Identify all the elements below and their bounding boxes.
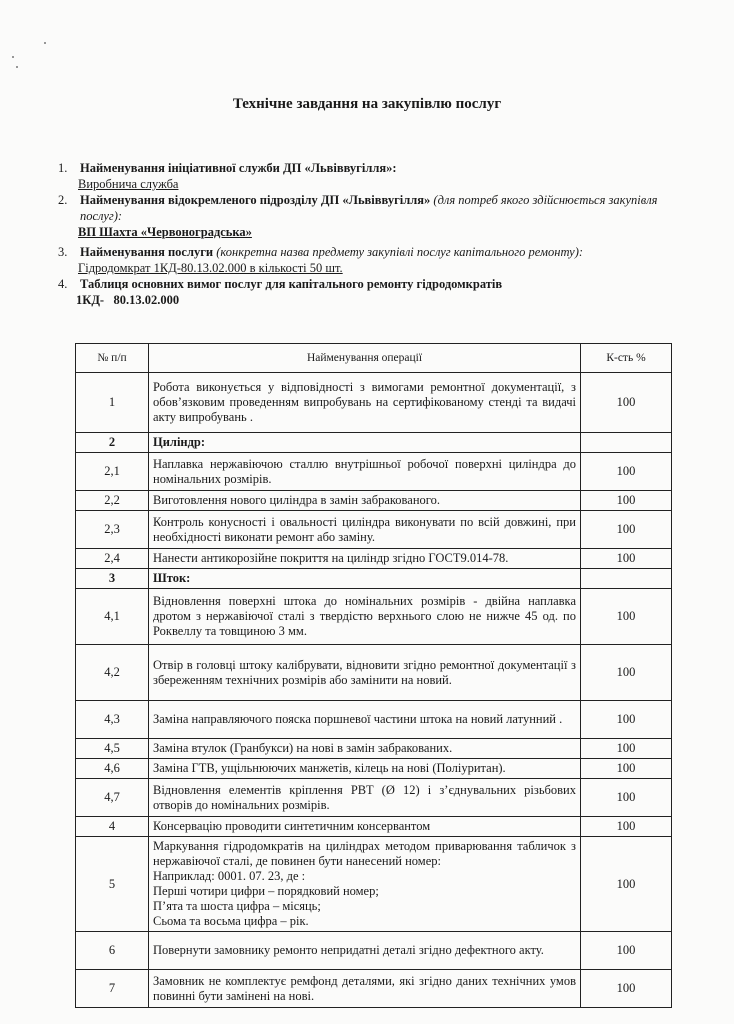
operation-name: Нанести антикорозійне покриття на циліндр згідно ГОСТ9.014-78. xyxy=(149,549,581,569)
section-title: Циліндр: xyxy=(149,433,581,453)
table-row xyxy=(76,817,672,837)
table-row xyxy=(76,373,672,433)
table-row xyxy=(76,759,672,779)
operation-percent: 100 xyxy=(581,779,672,817)
column-header-operation: Найменування операції xyxy=(149,344,581,373)
operation-percent: 100 xyxy=(581,817,672,837)
operation-percent xyxy=(581,433,672,453)
section-row xyxy=(76,569,672,589)
row-number: 2,1 xyxy=(76,453,149,491)
operation-name: Консервацію проводити синтетичним консервантом xyxy=(149,817,581,837)
table-row xyxy=(76,739,672,759)
row-number: 4,2 xyxy=(76,645,149,701)
operation-name: Відновлення елементів кріплення РВТ (Ø 12) і з’єднувальних різьбових отворів до номінальних розмірів. xyxy=(149,779,581,817)
row-number: 4,7 xyxy=(76,779,149,817)
list-note: (конкретна назва предмету закупівлі послуг капітального ремонту): xyxy=(216,245,584,259)
marking-line: Сьома та восьма цифра – рік. xyxy=(153,914,309,928)
list-number: 1. xyxy=(58,161,68,175)
scan-speck xyxy=(44,42,46,44)
list-item-1 xyxy=(58,160,678,176)
section-row xyxy=(76,433,672,453)
subdivision-value: ВП Шахта «Червоноградська» xyxy=(78,225,252,239)
scan-speck xyxy=(16,66,18,68)
list-heading: Найменування ініціативної служби ДП «Львіввугілля»: xyxy=(80,161,397,175)
list-number: 3. xyxy=(58,245,68,259)
operation-name: Контроль конусності і овальності циліндра виконувати по всій довжині, при необхідності виконати ремонт або заміну. xyxy=(149,511,581,549)
operation-name: Виготовлення нового циліндра в замін забракованого. xyxy=(149,491,581,511)
marking-line: Маркування гідродомкратів на циліндрах методом приварювання табличок з нержавіючої сталі, де повинен бути нанесений номер: xyxy=(153,839,576,868)
requirements-table xyxy=(75,343,672,1008)
operation-percent: 100 xyxy=(581,970,672,1008)
operation-percent: 100 xyxy=(581,373,672,433)
operation-name: Повернути замовнику ремонто непридатні деталі згідно дефектного акту. xyxy=(149,932,581,970)
list-item-2 xyxy=(58,192,678,224)
list-heading-continuation: 1КД- 80.13.02.000 xyxy=(76,293,180,307)
row-number: 2,4 xyxy=(76,549,149,569)
operation-name: Заміна ГТВ, ущільнюючих манжетів, кілець на нові (Поліуритан). xyxy=(149,759,581,779)
row-number: 2 xyxy=(76,433,149,453)
table-row xyxy=(76,589,672,645)
marking-line: Наприклад: 0001. 07. 23, де : xyxy=(153,869,306,883)
operation-name: Заміна втулок (Гранбукси) на нові в замін забракованих. xyxy=(149,739,581,759)
document-title: Технічне завдання на закупівлю послуг xyxy=(232,96,502,112)
list-heading: Найменування послуги xyxy=(80,245,214,259)
row-number: 4,5 xyxy=(76,739,149,759)
list-note: (для потреб якого здійснюється закупівля послуг): xyxy=(80,193,658,223)
operation-percent: 100 xyxy=(581,739,672,759)
row-number: 6 xyxy=(76,932,149,970)
operation-name: Робота виконується у відповідності з вимогами ремонтної документації, з обов’язковим проведенням випробувань на сертифікованому стенді та видачі акту випробувань . xyxy=(149,373,581,433)
scan-speck xyxy=(12,56,14,58)
operation-percent: 100 xyxy=(581,549,672,569)
operation-percent: 100 xyxy=(581,701,672,739)
list-heading: Таблиця основних вимог послуг для капітального ремонту гідродомкратів xyxy=(80,277,503,291)
column-header-percent: К-сть % xyxy=(581,344,672,373)
operation-name: Заміна направляючого пояска поршневої частини штока на новий латунний . xyxy=(149,701,581,739)
row-number: 7 xyxy=(76,970,149,1008)
row-number: 3 xyxy=(76,569,149,589)
table-row xyxy=(76,701,672,739)
table-row xyxy=(76,511,672,549)
requirements-list xyxy=(58,160,678,308)
list-item-3 xyxy=(58,244,678,260)
operation-percent: 100 xyxy=(581,645,672,701)
table-row xyxy=(76,491,672,511)
row-number: 1 xyxy=(76,373,149,433)
row-number: 4 xyxy=(76,817,149,837)
table-header-row xyxy=(76,344,672,373)
service-name-value: Гідродомкрат 1КД-80.13.02.000 в кількості 50 шт. xyxy=(78,261,343,275)
table-row xyxy=(76,932,672,970)
column-header-number: № п/п xyxy=(76,344,149,373)
list-number: 4. xyxy=(58,277,68,291)
operation-percent: 100 xyxy=(581,837,672,932)
table-row xyxy=(76,779,672,817)
operation-name: Замовник не комплектує ремфонд деталями, які згідно даних технічних умов повинні бути замінені на нові. xyxy=(149,970,581,1008)
table-row xyxy=(76,549,672,569)
row-number: 2,2 xyxy=(76,491,149,511)
marking-line: П’ята та шоста цифра – місяць; xyxy=(153,899,321,913)
table-row xyxy=(76,837,672,932)
marking-instructions xyxy=(149,837,581,932)
operation-percent: 100 xyxy=(581,491,672,511)
operation-name: Відновлення поверхні штока до номінальних розмірів - двійна наплавка дротом з нержавіючої сталі з твердістю верхнього слою не нижче 45 од. по Роквеллу та товщиною 3 мм. xyxy=(149,589,581,645)
operation-percent: 100 xyxy=(581,453,672,491)
operation-name: Наплавка нержавіючою сталлю внутрішньої робочої поверхні циліндра до номінальних розмірів. xyxy=(149,453,581,491)
table-row xyxy=(76,645,672,701)
list-item-4 xyxy=(58,276,678,292)
row-number: 4,3 xyxy=(76,701,149,739)
operation-percent: 100 xyxy=(581,511,672,549)
list-number: 2. xyxy=(58,193,68,207)
table-row xyxy=(76,970,672,1008)
section-title: Шток: xyxy=(149,569,581,589)
operation-percent: 100 xyxy=(581,759,672,779)
table-row xyxy=(76,453,672,491)
marking-line: Перші чотири цифри – порядковий номер; xyxy=(153,884,379,898)
row-number: 5 xyxy=(76,837,149,932)
row-number: 4,6 xyxy=(76,759,149,779)
initiating-service-value: Виробнича служба xyxy=(78,177,179,191)
operation-percent xyxy=(581,569,672,589)
list-heading: Найменування відокремленого підрозділу ДП «Львіввугілля» xyxy=(80,193,431,207)
operation-percent: 100 xyxy=(581,589,672,645)
operation-percent: 100 xyxy=(581,932,672,970)
row-number: 4,1 xyxy=(76,589,149,645)
operation-name: Отвір в головці штоку калібрувати, відновити згідно ремонтної документації з збереженням технічних розмірів або замінити на новий. xyxy=(149,645,581,701)
row-number: 2,3 xyxy=(76,511,149,549)
